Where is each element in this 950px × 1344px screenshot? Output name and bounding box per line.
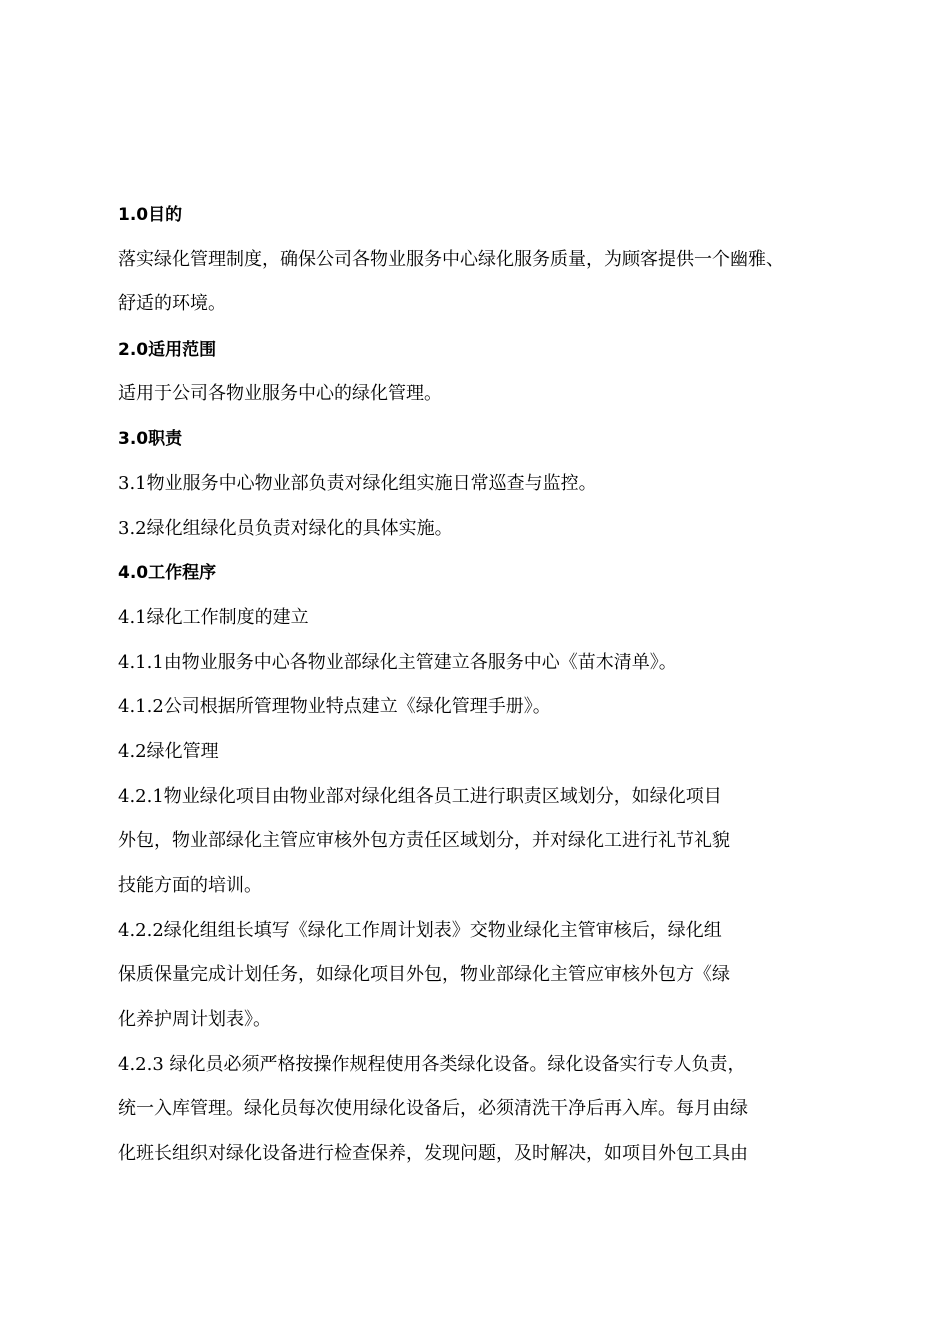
paragraph-line: 化班长组织对绿化设备进行检查保养，发现问题，及时解决，如项目外包工具由 <box>118 1143 748 1164</box>
paragraph-line: 4.1绿化工作制度的建立 <box>118 607 309 628</box>
paragraph-line: 4.2.1物业绿化项目由物业部对绿化组各员工进行职责区域划分，如绿化项目 <box>118 786 722 807</box>
paragraph-line: 4.1.2公司根据所管理物业特点建立《绿化管理手册》。 <box>118 696 551 717</box>
paragraph-line: 4.1.1由物业服务中心各物业部绿化主管建立各服务中心《苗木清单》。 <box>118 652 677 673</box>
paragraph-line: 4.2.2绿化组组长填写《绿化工作周计划表》交物业绿化主管审核后，绿化组 <box>118 920 722 941</box>
paragraph-line: 4.2.3 绿化员必须严格按操作规程使用各类绿化设备。绿化设备实行专人负责， <box>118 1054 746 1075</box>
paragraph-line: 4.2绿化管理 <box>118 741 219 762</box>
paragraph-line: 化养护周计划表》。 <box>118 1009 271 1030</box>
section-heading-scope: 2.0适用范围 <box>118 340 217 360</box>
section-heading-procedure: 4.0工作程序 <box>118 563 217 583</box>
paragraph-line: 3.1物业服务中心物业部负责对绿化组实施日常巡查与监控。 <box>118 473 597 494</box>
paragraph-line: 统一入库管理。绿化员每次使用绿化设备后，必须清洗干净后再入库。每月由绿 <box>118 1098 748 1119</box>
paragraph-line: 落实绿化管理制度，确保公司各物业服务中心绿化服务质量，为顾客提供一个幽雅、 <box>118 249 784 270</box>
paragraph-line: 保质保量完成计划任务，如绿化项目外包，物业部绿化主管应审核外包方《绿 <box>118 964 730 985</box>
paragraph-line: 舒适的环境。 <box>118 293 226 314</box>
paragraph-line: 外包，物业部绿化主管应审核外包方责任区域划分，并对绿化工进行礼节礼貌 <box>118 830 730 851</box>
paragraph-line: 适用于公司各物业服务中心的绿化管理。 <box>118 383 442 404</box>
section-heading-purpose: 1.0目的 <box>118 205 183 225</box>
paragraph-line: 技能方面的培训。 <box>118 875 262 896</box>
paragraph-line: 3.2绿化组绿化员负责对绿化的具体实施。 <box>118 518 453 539</box>
section-heading-responsibilities: 3.0职责 <box>118 429 183 449</box>
